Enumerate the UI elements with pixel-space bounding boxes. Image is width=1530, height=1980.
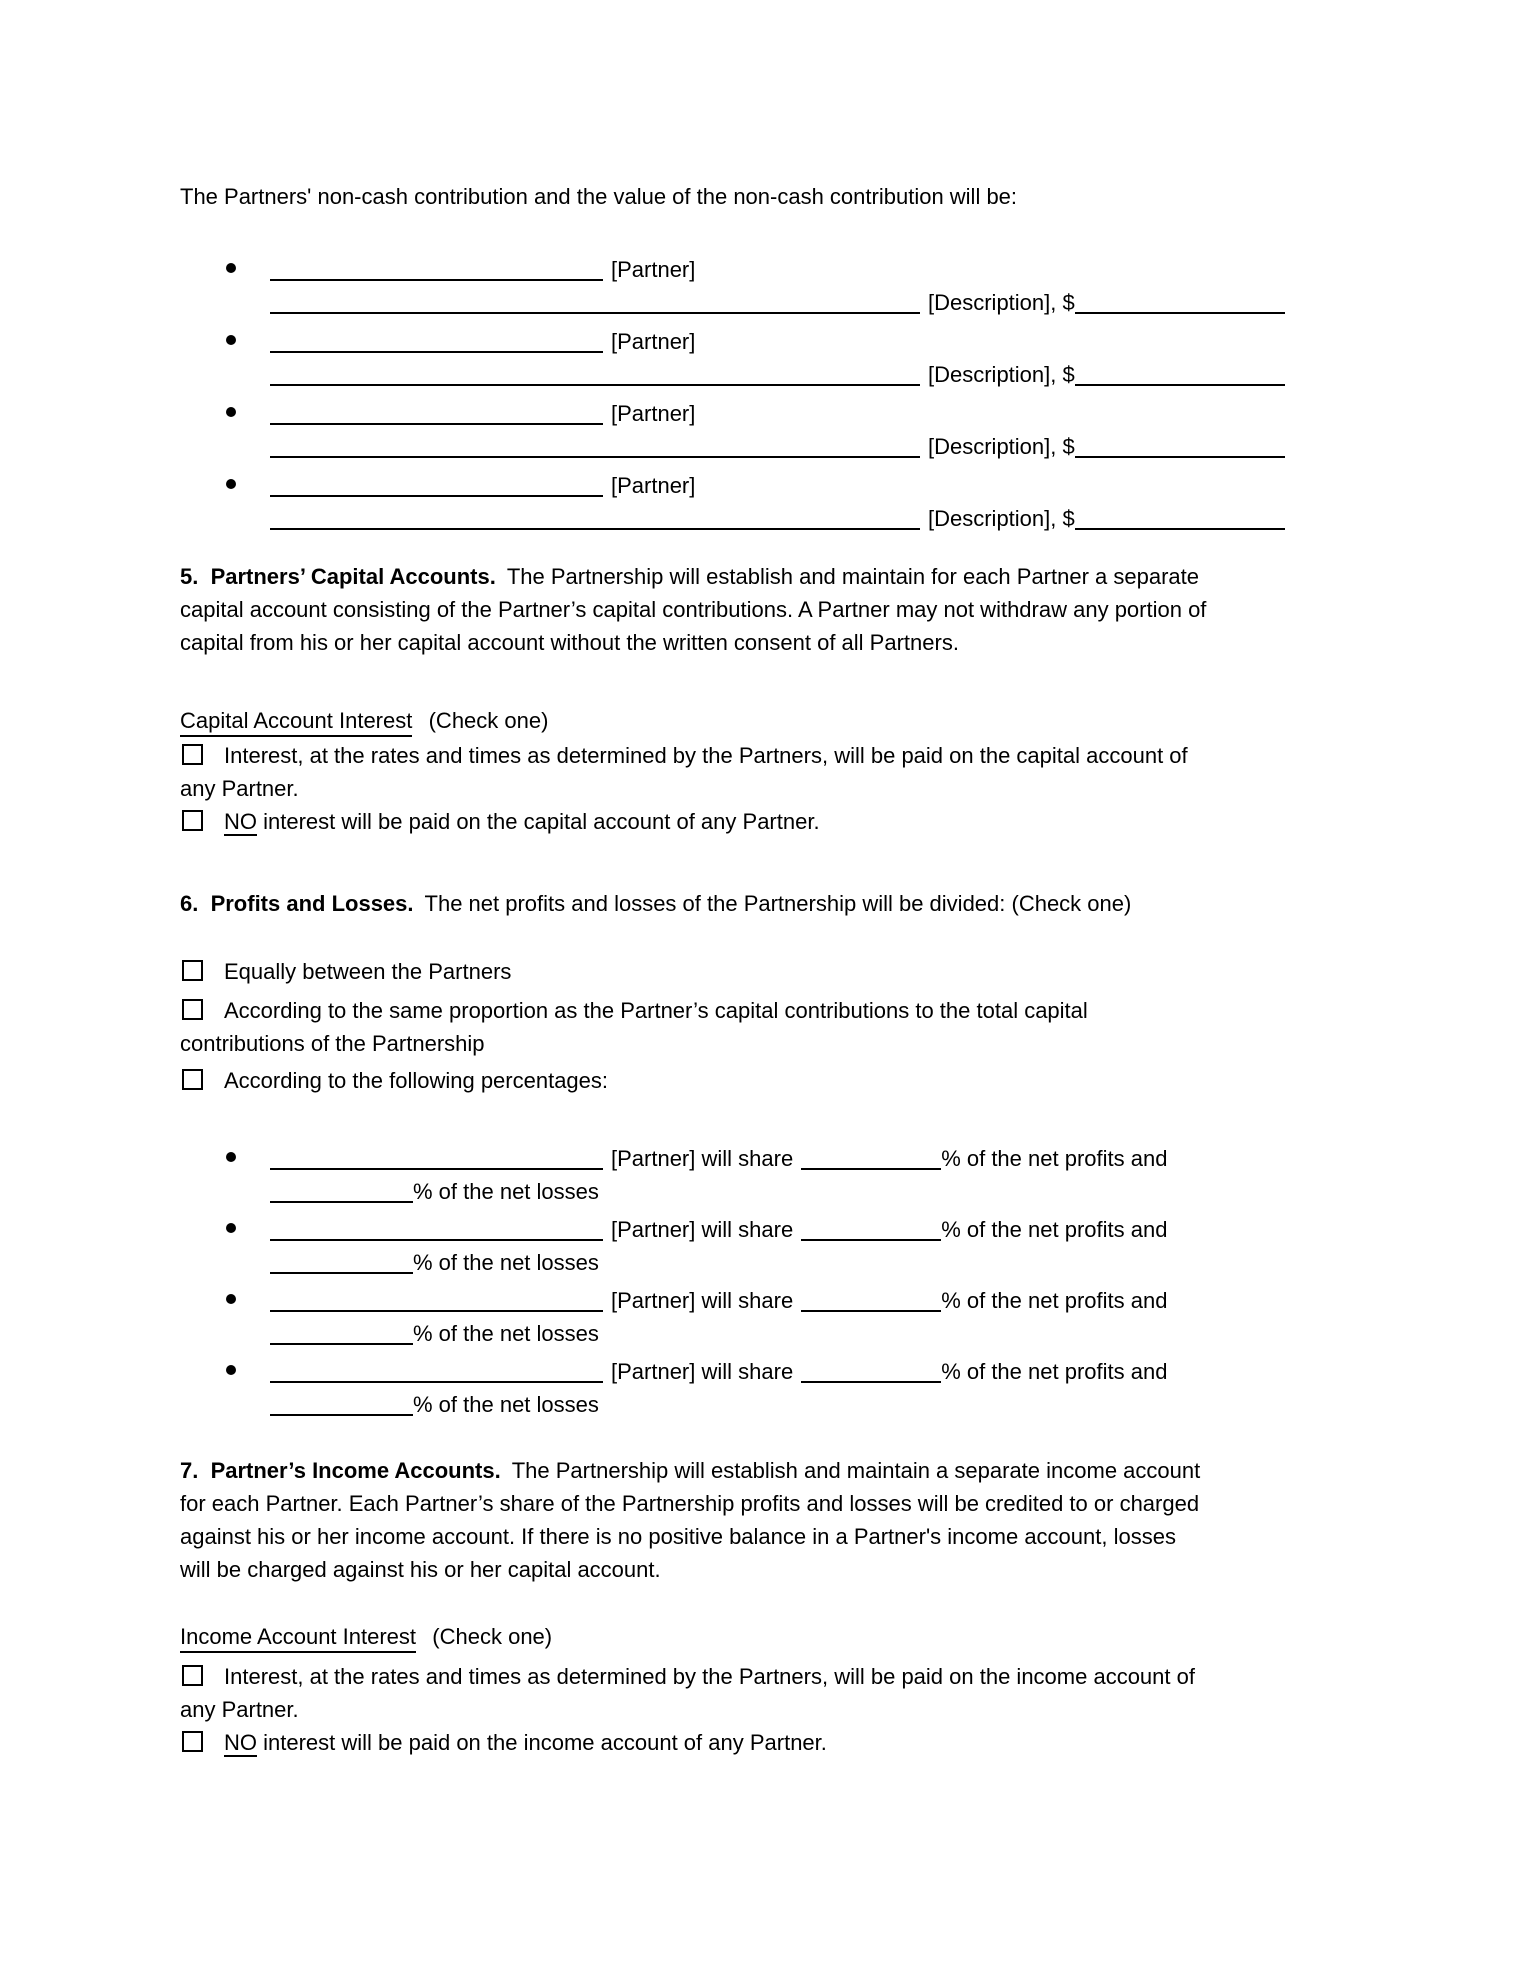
profits-option-equally xyxy=(180,955,1350,988)
checkbox-icon[interactable] xyxy=(182,810,203,831)
section-7-text: for each Partner. Each Partner’s share of the Partnership profits and losses will be credited to or charged xyxy=(180,1491,1200,1516)
description-blank[interactable] xyxy=(270,360,920,386)
option-text: any Partner. xyxy=(180,1697,299,1722)
noncash-item xyxy=(180,253,1350,319)
no-label: NO xyxy=(224,809,257,834)
amount-blank[interactable] xyxy=(1075,432,1285,458)
percentage-item xyxy=(180,1355,1350,1421)
partner-name-blank[interactable] xyxy=(270,327,603,353)
check-one-label: (Check one) xyxy=(428,708,549,733)
partner-name-blank[interactable] xyxy=(270,471,603,497)
checkbox-icon[interactable] xyxy=(182,744,203,765)
partner-label: [Partner] xyxy=(611,257,696,282)
percentage-item xyxy=(180,1213,1350,1279)
capital-interest-option-2 xyxy=(180,805,1350,838)
check-one-label: (Check one) xyxy=(432,1624,553,1649)
noncash-contribution-list xyxy=(180,253,1350,535)
no-label: NO xyxy=(224,1730,257,1755)
bullet-icon xyxy=(226,1365,236,1375)
amount-blank[interactable] xyxy=(1075,504,1285,530)
option-text: interest will be paid on the capital account of any Partner. xyxy=(257,809,820,834)
section-5-heading: 5. Partners’ Capital Accounts. xyxy=(180,564,496,589)
loss-percent-blank[interactable] xyxy=(270,1319,413,1345)
losses-suffix: % of the net losses xyxy=(413,1321,599,1346)
section-7-paragraph xyxy=(180,1454,1350,1586)
profit-percent-blank[interactable] xyxy=(801,1215,941,1241)
percentage-item xyxy=(180,1142,1350,1208)
noncash-item xyxy=(180,397,1350,463)
income-interest-option-1 xyxy=(180,1660,1350,1726)
partner-label: [Partner] xyxy=(611,401,696,426)
partner-share-label: [Partner] will share xyxy=(611,1217,794,1242)
description-label: [Description], $ xyxy=(928,434,1075,459)
profit-percent-blank[interactable] xyxy=(801,1286,941,1312)
option-text: According to the same proportion as the Partner’s capital contributions to the total capital xyxy=(224,998,1088,1023)
profits-option-proportion xyxy=(180,994,1350,1060)
section-6-paragraph xyxy=(180,887,1350,920)
bullet-icon xyxy=(226,335,236,345)
partner-name-blank[interactable] xyxy=(270,1286,603,1312)
section-6-text: The net profits and losses of the Partnership will be divided: (Check one) xyxy=(424,891,1132,916)
capital-interest-option-1 xyxy=(180,739,1350,805)
description-blank[interactable] xyxy=(270,504,920,530)
section-6-heading: 6. Profits and Losses. xyxy=(180,891,414,916)
income-interest-heading xyxy=(180,1620,1350,1653)
bullet-icon xyxy=(226,1223,236,1233)
section-5-paragraph xyxy=(180,560,1350,659)
checkbox-icon[interactable] xyxy=(182,999,203,1020)
capital-interest-heading-underlined: Capital Account Interest xyxy=(180,708,412,737)
partner-label: [Partner] xyxy=(611,473,696,498)
income-interest-option-2 xyxy=(180,1726,1350,1759)
description-blank[interactable] xyxy=(270,288,920,314)
partner-name-blank[interactable] xyxy=(270,255,603,281)
partner-name-blank[interactable] xyxy=(270,399,603,425)
checkbox-icon[interactable] xyxy=(182,960,203,981)
percentage-item xyxy=(180,1284,1350,1350)
bullet-icon xyxy=(226,1152,236,1162)
profits-suffix: % of the net profits and xyxy=(941,1359,1168,1384)
checkbox-icon[interactable] xyxy=(182,1665,203,1686)
profits-suffix: % of the net profits and xyxy=(941,1288,1168,1313)
losses-suffix: % of the net losses xyxy=(413,1179,599,1204)
section-7-heading: 7. Partner’s Income Accounts. xyxy=(180,1458,501,1483)
loss-percent-blank[interactable] xyxy=(270,1390,413,1416)
partner-share-label: [Partner] will share xyxy=(611,1359,794,1384)
losses-suffix: % of the net losses xyxy=(413,1392,599,1417)
checkbox-icon[interactable] xyxy=(182,1731,203,1752)
profits-option-percentages xyxy=(180,1064,1350,1097)
option-text: Interest, at the rates and times as determined by the Partners, will be paid on the income account of xyxy=(224,1664,1195,1689)
bullet-icon xyxy=(226,263,236,273)
percentages-list xyxy=(180,1142,1350,1421)
option-text: Equally between the Partners xyxy=(224,959,512,984)
bullet-icon xyxy=(226,479,236,489)
capital-interest-heading xyxy=(180,704,1350,737)
noncash-item xyxy=(180,325,1350,391)
partner-label: [Partner] xyxy=(611,329,696,354)
loss-percent-blank[interactable] xyxy=(270,1248,413,1274)
loss-percent-blank[interactable] xyxy=(270,1177,413,1203)
option-text: interest will be paid on the income account of any Partner. xyxy=(257,1730,827,1755)
partner-name-blank[interactable] xyxy=(270,1357,603,1383)
option-text: contributions of the Partnership xyxy=(180,1031,485,1056)
profit-percent-blank[interactable] xyxy=(801,1357,941,1383)
section-7-text: against his or her income account. If there is no positive balance in a Partner's income account, losses xyxy=(180,1524,1176,1549)
bullet-icon xyxy=(226,1294,236,1304)
section-5-text: The Partnership will establish and maintain for each Partner a separate xyxy=(506,564,1199,589)
partner-share-label: [Partner] will share xyxy=(611,1146,794,1171)
partner-name-blank[interactable] xyxy=(270,1215,603,1241)
bullet-icon xyxy=(226,407,236,417)
section-7-text: The Partnership will establish and maintain a separate income account xyxy=(511,1458,1201,1483)
description-label: [Description], $ xyxy=(928,362,1075,387)
profits-suffix: % of the net profits and xyxy=(941,1146,1168,1171)
noncash-item xyxy=(180,469,1350,535)
option-text: any Partner. xyxy=(180,776,299,801)
option-text: Interest, at the rates and times as determined by the Partners, will be paid on the capital account of xyxy=(224,743,1188,768)
section-5-text: capital from his or her capital account without the written consent of all Partners. xyxy=(180,630,959,655)
description-blank[interactable] xyxy=(270,432,920,458)
amount-blank[interactable] xyxy=(1075,360,1285,386)
profit-percent-blank[interactable] xyxy=(801,1144,941,1170)
income-interest-heading-underlined: Income Account Interest xyxy=(180,1624,416,1653)
partner-share-label: [Partner] will share xyxy=(611,1288,794,1313)
checkbox-icon[interactable] xyxy=(182,1069,203,1090)
section-7-text: will be charged against his or her capital account. xyxy=(180,1557,661,1582)
section-5-text: capital account consisting of the Partner’s capital contributions. A Partner may not withdraw any portion of xyxy=(180,597,1207,622)
partner-name-blank[interactable] xyxy=(270,1144,603,1170)
option-text: According to the following percentages: xyxy=(224,1068,609,1093)
description-label: [Description], $ xyxy=(928,506,1075,531)
intro-paragraph: The Partners' non-cash contribution and the value of the non-cash contribution will be: xyxy=(180,184,1018,209)
description-label: [Description], $ xyxy=(928,290,1075,315)
losses-suffix: % of the net losses xyxy=(413,1250,599,1275)
amount-blank[interactable] xyxy=(1075,288,1285,314)
profits-suffix: % of the net profits and xyxy=(941,1217,1168,1242)
